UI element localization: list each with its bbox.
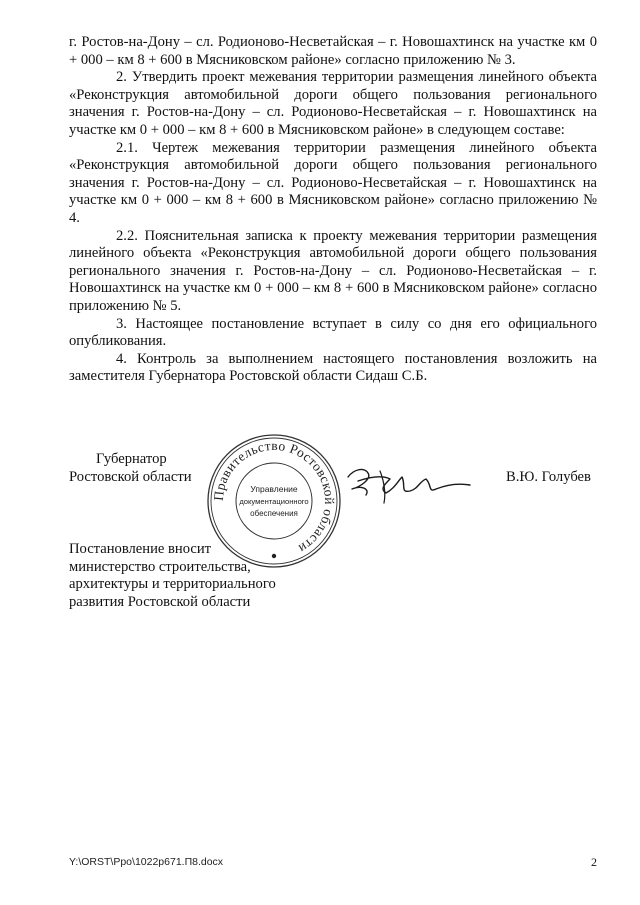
signatory-name: В.Ю. Голубев	[506, 469, 591, 485]
paragraph-item-4: 4. Контроль за выполнением настоящего постановления возложить на заместителя Губернатора Ростовской области Сидаш С.Б.	[69, 350, 597, 385]
seal-outer-text: Правительство Ростовской области	[210, 437, 338, 557]
document-body	[69, 34, 597, 386]
seal-inner-line1: Управление	[250, 484, 298, 494]
paragraph-continuation: г. Ростов-на-Дону – сл. Родионово-Несветайская – г. Новошахтинск на участке км 0 + 000 – км 8 + 600 в Мясниковском районе» согласно приложению № 3.	[69, 34, 597, 68]
paragraph-item-2: 2. Утвердить проект межевания территории размещения линейного объекта «Реконструкция автомобильной дороги общего пользования регионального значения г. Ростов-на-Дону – сл. Родионово-Несветайская – г. Новошахтинск на участке км 0 + 000 – км 8 + 600 в Мясниковском районе» в следующем составе:	[69, 69, 597, 138]
signatory-title-line2: Ростовской области	[69, 468, 192, 485]
submission-note-line3: архитектуры и территориального	[69, 576, 276, 593]
submission-note-line2: министерство строительства,	[69, 558, 251, 575]
signatory-title-line1: Губернатор	[96, 451, 167, 467]
submission-note-line4: развития Ростовской области	[69, 593, 251, 610]
handwritten-signature	[340, 459, 475, 507]
page-number: 2	[591, 855, 597, 869]
submission-note	[69, 541, 276, 611]
signatory-title	[69, 451, 192, 486]
footer-file-path: Y:\ORST\Ppo\1022p671.П8.docx	[69, 856, 224, 868]
seal-inner-line2: документационного	[239, 497, 309, 506]
seal-inner-line3: обеспечения	[250, 509, 298, 518]
paragraph-item-3: 3. Настоящее постановление вступает в силу со дня его официального опубликования.	[69, 315, 597, 350]
submission-note-line1: Постановление вносит	[69, 541, 212, 557]
paragraph-item-2-1: 2.1. Чертеж межевания территории размещения линейного объекта «Реконструкция автомобильной дороги общего пользования регионального значения г. Ростов-на-Дону – сл. Родионово-Несветайская – г. Новошахтинск на участке км 0 + 000 – км 8 + 600 в Мясниковском районе» согласно приложению № 4.	[69, 139, 597, 226]
paragraph-item-2-2: 2.2. Пояснительная записка к проекту межевания территории размещения линейного объекта «Реконструкция автомобильной дороги общего пользования регионального значения г. Ростов-на-Дону – сл. Родионово-Несветайская – г. Новошахтинск на участке км 0 + 000 – км 8 + 600 в Мясниковском районе» согласно приложению № 5.	[69, 227, 597, 314]
